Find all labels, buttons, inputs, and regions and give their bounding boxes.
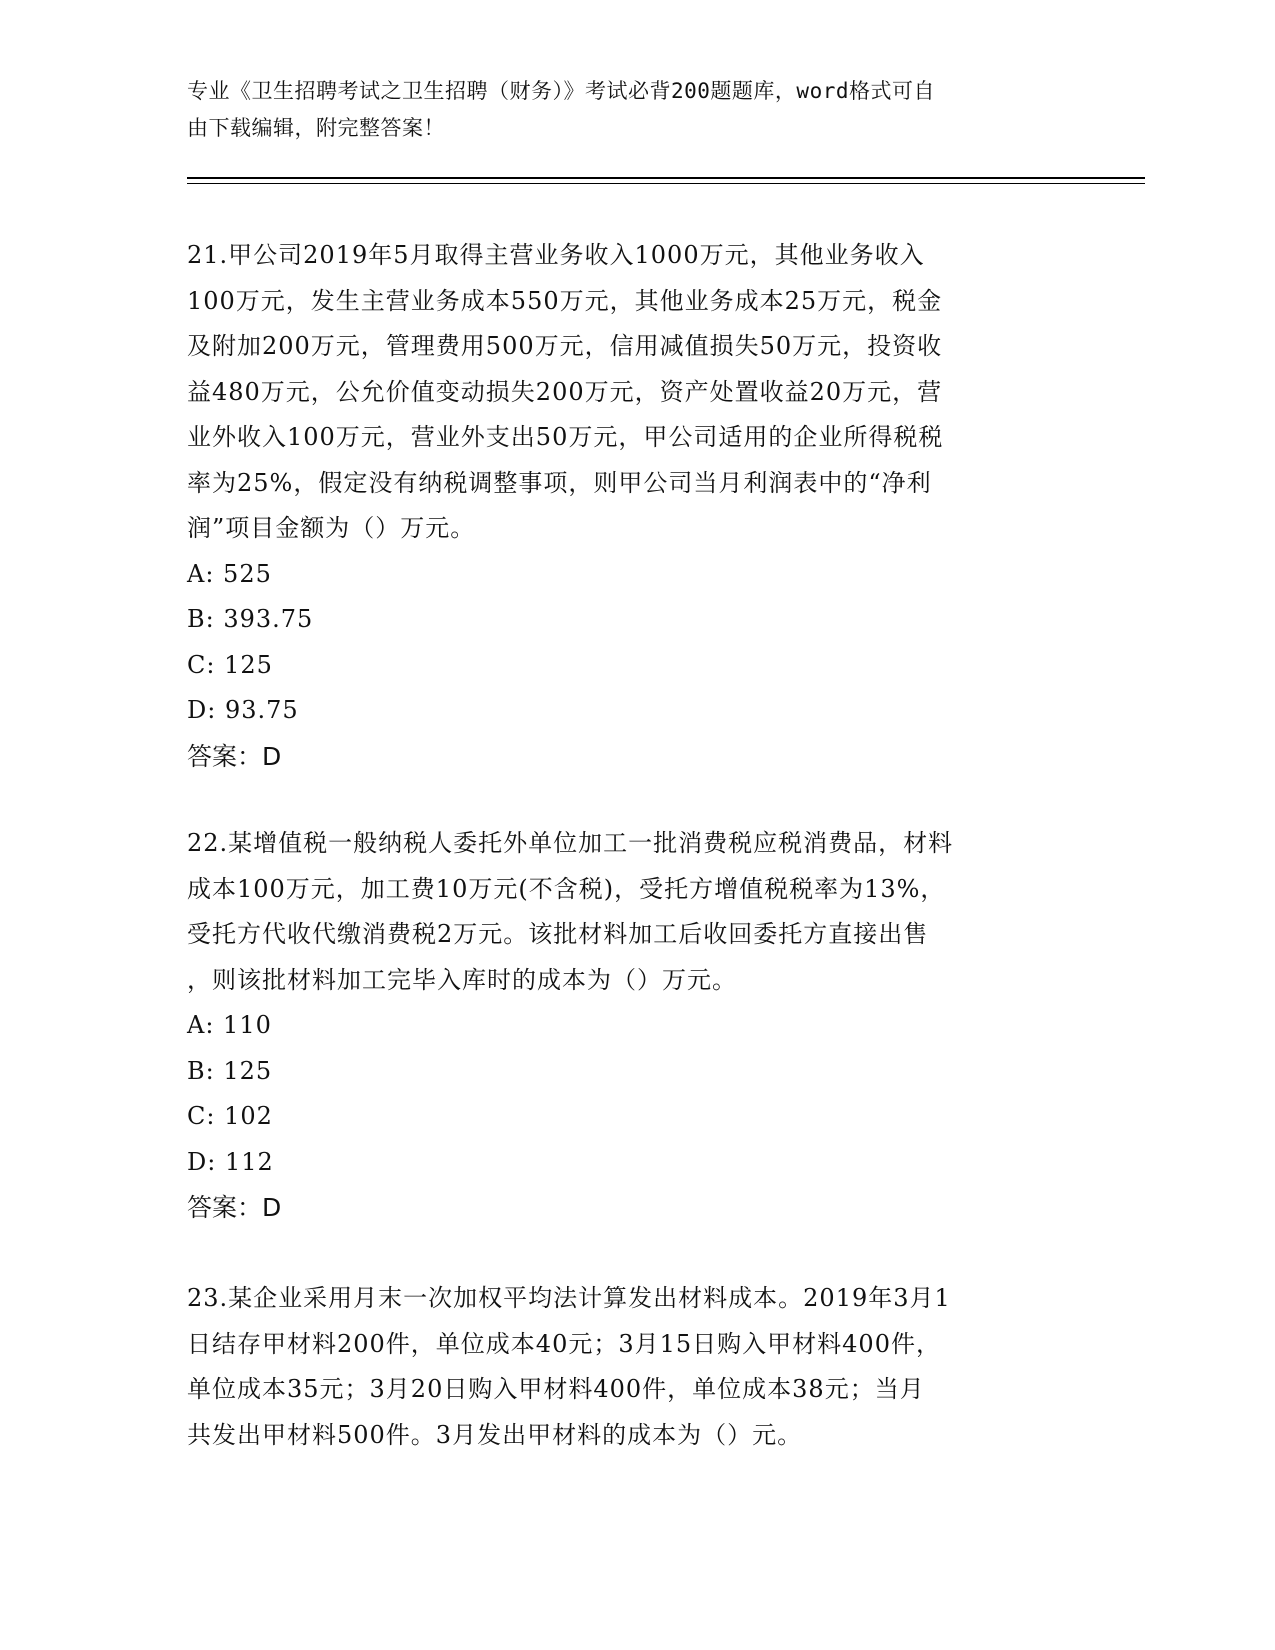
option-a: A: 110 [187,1011,272,1039]
question-line: ，则该批材料加工完毕入库时的成本为（）万元。 [187,965,737,994]
option-a: A: 525 [187,559,272,588]
option-d: D: 93.75 [187,696,299,724]
question-line: 22.某增值税一般纳税人委托外单位加工一批消费税应税消费品，材料 [187,829,954,857]
question-line: 单位成本35元；3月20日购入甲材料400件，单位成本38元；当月 [187,1375,925,1403]
question-line: 共发出甲材料500件。3月发出甲材料的成本为（）元。 [187,1420,803,1449]
header-line-1: 专业《卫生招聘考试之卫生招聘（财务）》考试必背200题题库，word格式可自 [187,79,935,103]
question-line: 及附加200万元，管理费用500万元，信用减值损失50万元，投资收 [187,332,943,360]
question-line: 成本100万元，加工费10万元(不含税)，受托方增值税税率为13%， [187,874,946,903]
answer-label: 答案：D [187,741,282,771]
question-line: 受托方代收代缴消费税2万元。该批材料加工后收回委托方直接出售 [187,920,929,948]
header-divider-thin [187,183,1145,184]
header-divider-thick [187,177,1145,179]
question-line: 日结存甲材料200件，单位成本40元；3月15日购入甲材料400件， [187,1329,941,1358]
answer-label: 答案：D [187,1193,282,1222]
question-line: 100万元，发生主营业务成本550万元，其他业务成本25万元，税金 [187,286,943,315]
question-21 [187,233,1067,779]
question-line: 润”项目金额为（）万元。 [187,514,476,542]
question-line: 业外收入100万元，营业外支出50万元，甲公司适用的企业所得税税 [187,423,944,451]
option-d: D: 112 [187,1147,274,1176]
question-line: 23.某企业采用月末一次加权平均法计算发出材料成本。2019年3月1 [187,1284,951,1312]
question-line: 率为25%，假定没有纳税调整事项，则甲公司当月利润表中的“净利 [187,468,932,497]
question-line: 21.甲公司2019年5月取得主营业务收入1000万元，其他业务收入 [187,241,925,269]
header-line-2: 由下载编辑，附完整答案！ [187,116,445,140]
option-c: C: 125 [187,650,273,679]
option-b: B: 393.75 [187,605,314,633]
document-header [187,73,1087,147]
question-22 [187,821,1067,1231]
question-23 [187,1276,1067,1458]
option-c: C: 102 [187,1102,273,1130]
question-line: 益480万元，公允价值变动损失200万元，资产处置收益20万元，营 [187,377,943,406]
option-b: B: 125 [187,1056,273,1085]
